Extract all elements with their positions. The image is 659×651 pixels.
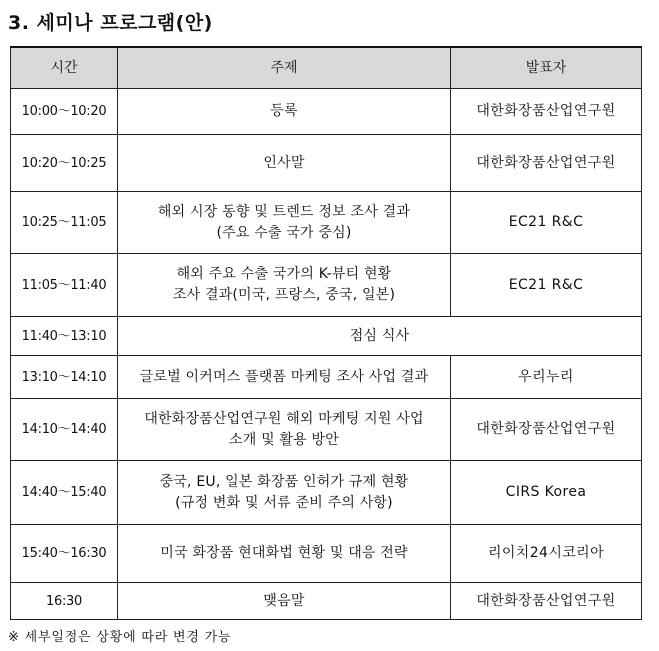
row-time: 14:40～15:40 [11,461,118,525]
table-row [11,254,642,317]
row-time: 13:10～14:10 [11,356,118,399]
row-speaker: 리이치24시코리아 [451,525,642,583]
schedule-table [10,46,642,620]
row-topic [118,461,451,525]
row-time: 16:30 [11,583,118,620]
row-topic [118,399,451,461]
lunch-break: 점심 식사 [118,317,642,356]
row-time: 11:05～11:40 [11,254,118,317]
topic-line: 인사말 [263,154,305,171]
topic-line: 글로벌 이커머스 플랫폼 마케팅 조사 사업 결과 [139,368,429,385]
table-row-lunch [11,317,642,356]
row-topic [118,254,451,317]
row-speaker: 대한화장품산업연구원 [451,399,642,461]
topic-line: 조사 결과(미국, 프랑스, 중국, 일본) [172,287,396,303]
row-time: 10:25～11:05 [11,192,118,254]
table-row [11,89,642,135]
row-speaker: 대한화장품산업연구원 [451,135,642,192]
header-speaker: 발표자 [451,47,642,89]
footnote: ※ 세부일정은 상황에 따라 변경 가능 [8,630,232,645]
row-topic [118,89,451,135]
page-title: 3. 세미나 프로그램(안) [8,12,213,34]
row-topic [118,356,451,399]
topic-line: 미국 화장품 현대화법 현황 및 대응 전략 [160,545,408,561]
topic-line: (규정 변화 및 서류 준비 주의 사항) [175,494,393,511]
table-row [11,399,642,461]
row-time: 10:00～10:20 [11,89,118,135]
row-time: 10:20～10:25 [11,135,118,192]
topic-line: 맺음말 [263,592,305,609]
topic-line: 대한화장품산업연구원 해외 마케팅 지원 사업 [144,410,424,427]
table-row [11,192,642,254]
topic-line: 등록 [270,103,298,119]
topic-line: 소개 및 활용 방안 [228,431,340,448]
row-speaker: EC21 R&C [451,254,642,317]
topic-line: 중국, EU, 일본 화장품 인허가 규제 현황 [159,473,409,490]
topic-line: (주요 수출 국가 중심) [216,224,352,241]
row-topic [118,192,451,254]
row-time: 14:10～14:40 [11,399,118,461]
header-topic: 주제 [118,47,451,89]
row-topic [118,135,451,192]
table-row [11,461,642,525]
table-row [11,135,642,192]
row-topic [118,525,451,583]
table-row [11,356,642,399]
topic-line: 해외 시장 동향 및 트렌드 정보 조사 결과 [157,203,411,220]
row-topic [118,583,451,620]
table-row [11,525,642,583]
row-speaker: 우리누리 [451,356,642,399]
row-time: 11:40～13:10 [11,317,118,356]
row-speaker: 대한화장품산업연구원 [451,583,642,620]
table-row [11,583,642,620]
row-time: 15:40～16:30 [11,525,118,583]
table-header-row [11,47,642,89]
row-speaker: 대한화장품산업연구원 [451,89,642,135]
topic-line: 해외 주요 수출 국가의 K-뷰티 현황 [176,266,392,282]
row-speaker: EC21 R&C [451,192,642,254]
header-time: 시간 [11,47,118,89]
row-speaker: CIRS Korea [451,461,642,525]
